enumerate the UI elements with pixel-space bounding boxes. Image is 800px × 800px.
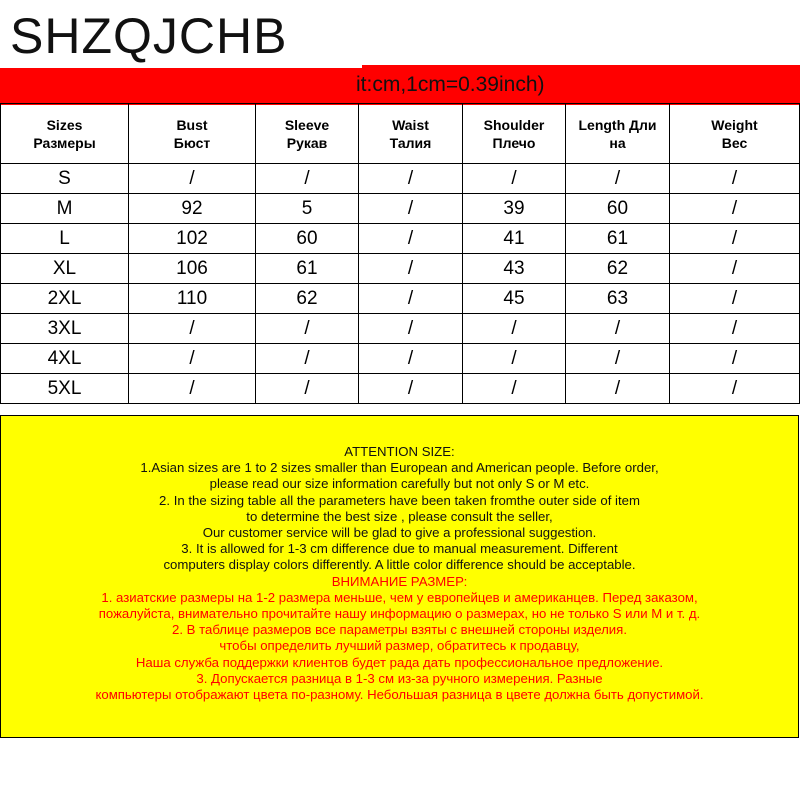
cell-sleeve: / bbox=[256, 314, 359, 344]
header-sleeve: Sleeve Рукав bbox=[256, 104, 359, 164]
cell-length: / bbox=[566, 164, 670, 194]
header-shoulder: Shoulder Плечо bbox=[463, 104, 566, 164]
cell-bust: 92 bbox=[129, 194, 256, 224]
table-row bbox=[1, 164, 800, 194]
notice-ru-line: компьютеры отображают цвета по-разному. Небольшая разница в цвете должна быть допустимой. bbox=[95, 687, 704, 703]
cell-weight: / bbox=[670, 254, 800, 284]
cell-size: L bbox=[1, 224, 129, 254]
table-row bbox=[1, 254, 800, 284]
cell-length: 63 bbox=[566, 284, 670, 314]
table-row bbox=[1, 224, 800, 254]
table-row bbox=[1, 374, 800, 404]
cell-size: XL bbox=[1, 254, 129, 284]
header-sizes: Sizes Размеры bbox=[1, 104, 129, 164]
cell-weight: / bbox=[670, 314, 800, 344]
cell-weight: / bbox=[670, 374, 800, 404]
cell-shoulder: 41 bbox=[463, 224, 566, 254]
notice-ru-line: 3. Допускается разница в 1-3 см из-за ручного измерения. Разные bbox=[196, 670, 603, 686]
cell-waist: / bbox=[359, 284, 463, 314]
cell-weight: / bbox=[670, 284, 800, 314]
header-waist: Waist Талия bbox=[359, 104, 463, 164]
notice-en-line: Our customer service will be glad to give a professional suggestion. bbox=[202, 525, 597, 541]
cell-sleeve: / bbox=[256, 374, 359, 404]
cell-waist: / bbox=[359, 344, 463, 374]
cell-length: 60 bbox=[566, 194, 670, 224]
notice-ru-line: пожалуйста, внимательно прочитайте нашу информацию о размерах, но не только S или M и т. д. bbox=[98, 606, 701, 622]
notice-ru-line: Наша служба поддержки клиентов будет рада дать профессиональное предложение. bbox=[135, 654, 664, 670]
cell-size: 2XL bbox=[1, 284, 129, 314]
cell-bust: 102 bbox=[129, 224, 256, 254]
cell-waist: / bbox=[359, 164, 463, 194]
cell-size: S bbox=[1, 164, 129, 194]
cell-size: M bbox=[1, 194, 129, 224]
cell-sleeve: / bbox=[256, 164, 359, 194]
cell-waist: / bbox=[359, 314, 463, 344]
cell-waist: / bbox=[359, 224, 463, 254]
table-row bbox=[1, 194, 800, 224]
notice-en-line: computers display colors differently. A little color difference should be acceptable. bbox=[163, 557, 636, 573]
cell-sleeve: 61 bbox=[256, 254, 359, 284]
cell-sleeve: 62 bbox=[256, 284, 359, 314]
faded-logo-watermark bbox=[18, 82, 208, 104]
cell-length: / bbox=[566, 344, 670, 374]
cell-weight: / bbox=[670, 194, 800, 224]
header-weight: Weight Вес bbox=[670, 104, 800, 164]
cell-shoulder: / bbox=[463, 314, 566, 344]
cell-bust: / bbox=[129, 344, 256, 374]
cell-size: 4XL bbox=[1, 344, 129, 374]
notice-en-line: ATTENTION SIZE: bbox=[344, 444, 455, 459]
cell-size: 5XL bbox=[1, 374, 129, 404]
table-row bbox=[1, 284, 800, 314]
cell-shoulder: / bbox=[463, 164, 566, 194]
cell-shoulder: 45 bbox=[463, 284, 566, 314]
cell-weight: / bbox=[670, 164, 800, 194]
unit-banner-text: it:cm,1cm=0.39inch) bbox=[356, 73, 545, 96]
brand-watermark bbox=[0, 0, 362, 68]
table-row bbox=[1, 314, 800, 344]
notice-en-line: to determine the best size , please consult the seller, bbox=[246, 508, 553, 524]
cell-waist: / bbox=[359, 254, 463, 284]
notice-ru-line: 1. азиатские размеры на 1-2 размера меньше, чем у европейцев и американцев. Перед заказом, bbox=[101, 589, 698, 605]
cell-bust: / bbox=[129, 314, 256, 344]
cell-sleeve: 60 bbox=[256, 224, 359, 254]
cell-length: 62 bbox=[566, 254, 670, 284]
cell-length: / bbox=[566, 314, 670, 344]
cell-sleeve: 5 bbox=[256, 194, 359, 224]
notice-en-line: please read our size information carefully but not only S or M etc. bbox=[209, 476, 590, 492]
notice-ru-line: чтобы определить лучший размер, обратитесь к продавцу, bbox=[219, 638, 580, 654]
cell-shoulder: / bbox=[463, 344, 566, 374]
notice-ru-line: 2. В таблице размеров все параметры взяты с внешней стороны изделия. bbox=[172, 622, 627, 638]
cell-bust: / bbox=[129, 374, 256, 404]
cell-length: 61 bbox=[566, 224, 670, 254]
size-table bbox=[0, 103, 800, 404]
notice-en-line: 3. It is allowed for 1-3 cm difference due to manual measurement. Different bbox=[181, 541, 618, 557]
cell-length: / bbox=[566, 374, 670, 404]
cell-bust: 106 bbox=[129, 254, 256, 284]
cell-shoulder: 43 bbox=[463, 254, 566, 284]
notice-english bbox=[1, 444, 798, 574]
cell-waist: / bbox=[359, 374, 463, 404]
brand-text: SHZQJCHB bbox=[10, 8, 288, 64]
cell-bust: / bbox=[129, 164, 256, 194]
cell-weight: / bbox=[670, 224, 800, 254]
cell-size: 3XL bbox=[1, 314, 129, 344]
header-length: Length Дли на bbox=[566, 104, 670, 164]
table-row bbox=[1, 344, 800, 374]
cell-bust: 110 bbox=[129, 284, 256, 314]
cell-waist: / bbox=[359, 194, 463, 224]
notice-ru-line: ВНИМАНИЕ РАЗМЕР: bbox=[331, 573, 468, 589]
table-header-row bbox=[1, 104, 800, 164]
cell-shoulder: / bbox=[463, 374, 566, 404]
notice-russian bbox=[1, 574, 798, 704]
notice-en-line: 2. In the sizing table all the parameters have been taken fromthe outer side of item bbox=[159, 492, 640, 508]
cell-shoulder: 39 bbox=[463, 194, 566, 224]
notice-en-line: 1.Asian sizes are 1 to 2 sizes smaller than European and American people. Before order, bbox=[140, 460, 659, 476]
header-bust: Bust Бюст bbox=[129, 104, 256, 164]
cell-sleeve: / bbox=[256, 344, 359, 374]
attention-notice bbox=[0, 415, 799, 738]
cell-weight: / bbox=[670, 344, 800, 374]
